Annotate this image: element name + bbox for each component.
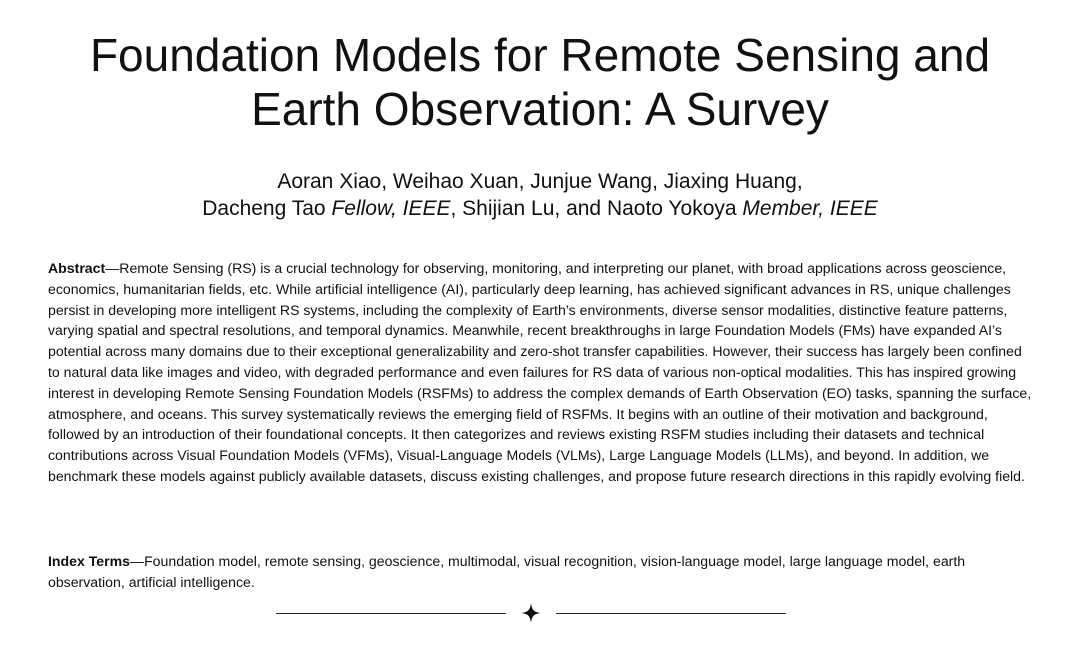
author-role-member: Member, IEEE <box>742 197 878 220</box>
authors-line-1: Aoran Xiao, Weihao Xuan, Junjue Wang, Jiaxing Huang, <box>277 170 803 193</box>
abstract-label: Abstract <box>48 260 106 276</box>
four-point-star-icon <box>520 602 542 624</box>
author-name-group-1: Dacheng Tao <box>202 197 332 220</box>
author-name-group-2: , Shijian Lu, and Naoto Yokoya <box>450 197 743 220</box>
index-terms-text: —Foundation model, remote sensing, geoscience, multimodal, visual recognition, vision-language model, large language model, earth observation, artificial intelligence. <box>48 553 966 590</box>
section-divider <box>276 602 786 626</box>
title-line-2: Earth Observation: A Survey <box>251 83 829 135</box>
authors-line-2 <box>20 195 1060 222</box>
divider-rule-left <box>276 613 506 614</box>
divider-rule-right <box>556 613 786 614</box>
abstract-text: —Remote Sensing (RS) is a crucial technology for observing, monitoring, and interpreting our planet, with broad applications across geoscience, economics, humanitarian fields, etc. While artificial intelligence (AI), particularly deep learning, has achieved significant advances in RS, unique challenges persist in developing more intelligent RS systems, including the complexity of Earth’s environments, diverse sensor modalities, distinctive feature patterns, varying spatial and spectral resolutions, and temporal dynamics. Meanwhile, recent breakthroughs in large Foundation Models (FMs) have expanded AI’s potential across many domains due to their exceptional generalizability and zero-shot transfer capabilities. However, their success has largely been confined to natural data like images and video, with degraded performance and even failures for RS data of various non-optical modalities. This has inspired growing interest in developing Remote Sensing Foundation Models (RSFMs) to address the complex demands of Earth Observation (EO) tasks, spanning the surface, atmosphere, and oceans. This survey systematically reviews the emerging field of RSFMs. It begins with an outline of their motivation and background, followed by an introduction of their foundational concepts. It then categorizes and reviews existing RSFM studies including their datasets and technical contributions across Visual Foundation Models (VFMs), Visual-Language Models (VLMs), Large Language Models (LLMs), and beyond. In addition, we benchmark these models against publicly available datasets, discuss existing challenges, and propose future research directions in this rapidly evolving field. <box>48 260 1032 484</box>
abstract <box>48 258 1032 487</box>
paper-title <box>20 28 1060 136</box>
index-terms-label: Index Terms <box>48 553 130 569</box>
author-role-fellow: Fellow, IEEE <box>331 197 451 220</box>
index-terms <box>48 551 1032 593</box>
title-line-1: Foundation Models for Remote Sensing and <box>89 29 991 81</box>
author-list <box>20 168 1060 222</box>
